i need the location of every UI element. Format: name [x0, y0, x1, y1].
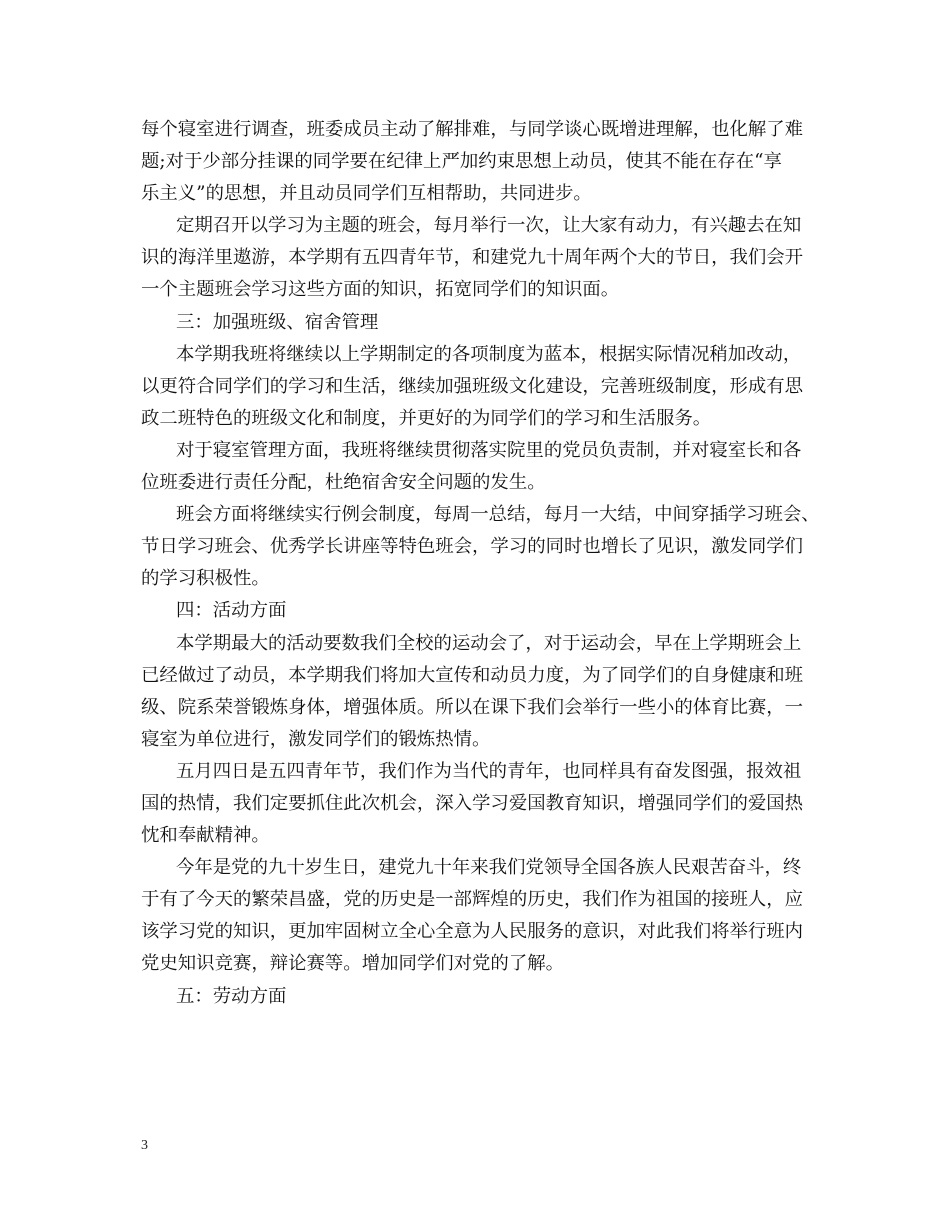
text-line: 一个主题班会学习这些方面的知识，拓宽同学们的知识面。 [141, 279, 620, 301]
text-line: 该学习党的知识，更加牢固树立全心全意为人民服务的意识，对此我们将举行班内 [141, 921, 804, 943]
text-line: 乐主义”的思想，并且动员同学们互相帮助，共同进步。 [141, 183, 592, 205]
paragraph-first-line: 班会方面将继续实行例会制度，每周一总结，每月一大结，中间穿插学习班会、 [176, 504, 820, 526]
text-line: 国的热情，我们定要抓住此次机会，深入学习爱国教育知识，增强同学们的爱国热 [141, 792, 804, 814]
text-line: 政二班特色的班级文化和制度，并更好的为同学们的学习和生活服务。 [141, 407, 712, 429]
paragraph-first-line: 对于寝室管理方面，我班将继续贯彻落实院里的党员负责制，并对寝室长和各 [176, 439, 802, 461]
section-heading: 五：劳动方面 [176, 985, 287, 1007]
text-line: 以更符合同学们的学习和生活，继续加强班级文化建设，完善班级制度，形成有思 [141, 375, 804, 397]
document-body [141, 114, 820, 1013]
paragraph-first-line: 今年是党的九十岁生日，建党九十年来我们党领导全国各族人民艰苦奋斗，终 [176, 857, 802, 879]
text-line: 党史知识竞赛，辩论赛等。增加同学们对党的了解。 [141, 953, 564, 975]
text-line: 题;对于少部分挂课的同学要在纪律上严加约束思想上动员，使其不能在存在“享 [141, 151, 782, 173]
text-line: 级、院系荣誉锻炼身体，增强体质。所以在课下我们会举行一些小的体育比赛，一 [141, 696, 804, 718]
text-line: 的学习积极性。 [141, 568, 270, 590]
text-line: 每个寝室进行调查，班委成员主动了解排难，与同学谈心既增进理解，也化解了难 [141, 119, 804, 140]
text-line: 位班委进行责任分配，杜绝宿舍安全问题的发生。 [141, 472, 546, 494]
paragraph-first-line: 本学期最大的活动要数我们全校的运动会了，对于运动会，早在上学期班会上 [176, 632, 802, 654]
text-line: 寝室为单位进行，激发同学们的锻炼热情。 [141, 728, 491, 750]
section-heading: 四：活动方面 [176, 600, 287, 622]
section-heading: 三：加强班级、宿舍管理 [176, 311, 379, 333]
text-line: 忱和奉献精神。 [141, 825, 270, 847]
text-line: 识的海洋里遨游，本学期有五四青年节，和建党九十周年两个大的节日，我们会开 [141, 247, 804, 269]
paragraph-first-line: 本学期我班将继续以上学期制定的各项制度为蓝本，根据实际情况稍加改动， [176, 343, 802, 365]
text-line: 于有了今天的繁荣昌盛，党的历史是一部辉煌的历史，我们作为祖国的接班人，应 [141, 889, 804, 911]
text-line: 节日学习班会、优秀学长讲座等特色班会，学习的同时也增长了见识，激发同学们 [141, 536, 804, 558]
page-number: 3 [141, 1138, 148, 1153]
paragraph-first-line: 五月四日是五四青年节，我们作为当代的青年，也同样具有奋发图强，报效祖 [176, 760, 802, 782]
paragraph-first-line: 定期召开以学习为主题的班会，每月举行一次，让大家有动力，有兴趣去在知 [176, 215, 802, 237]
text-line: 已经做过了动员，本学期我们将加大宣传和动员力度，为了同学们的自身健康和班 [141, 664, 804, 686]
